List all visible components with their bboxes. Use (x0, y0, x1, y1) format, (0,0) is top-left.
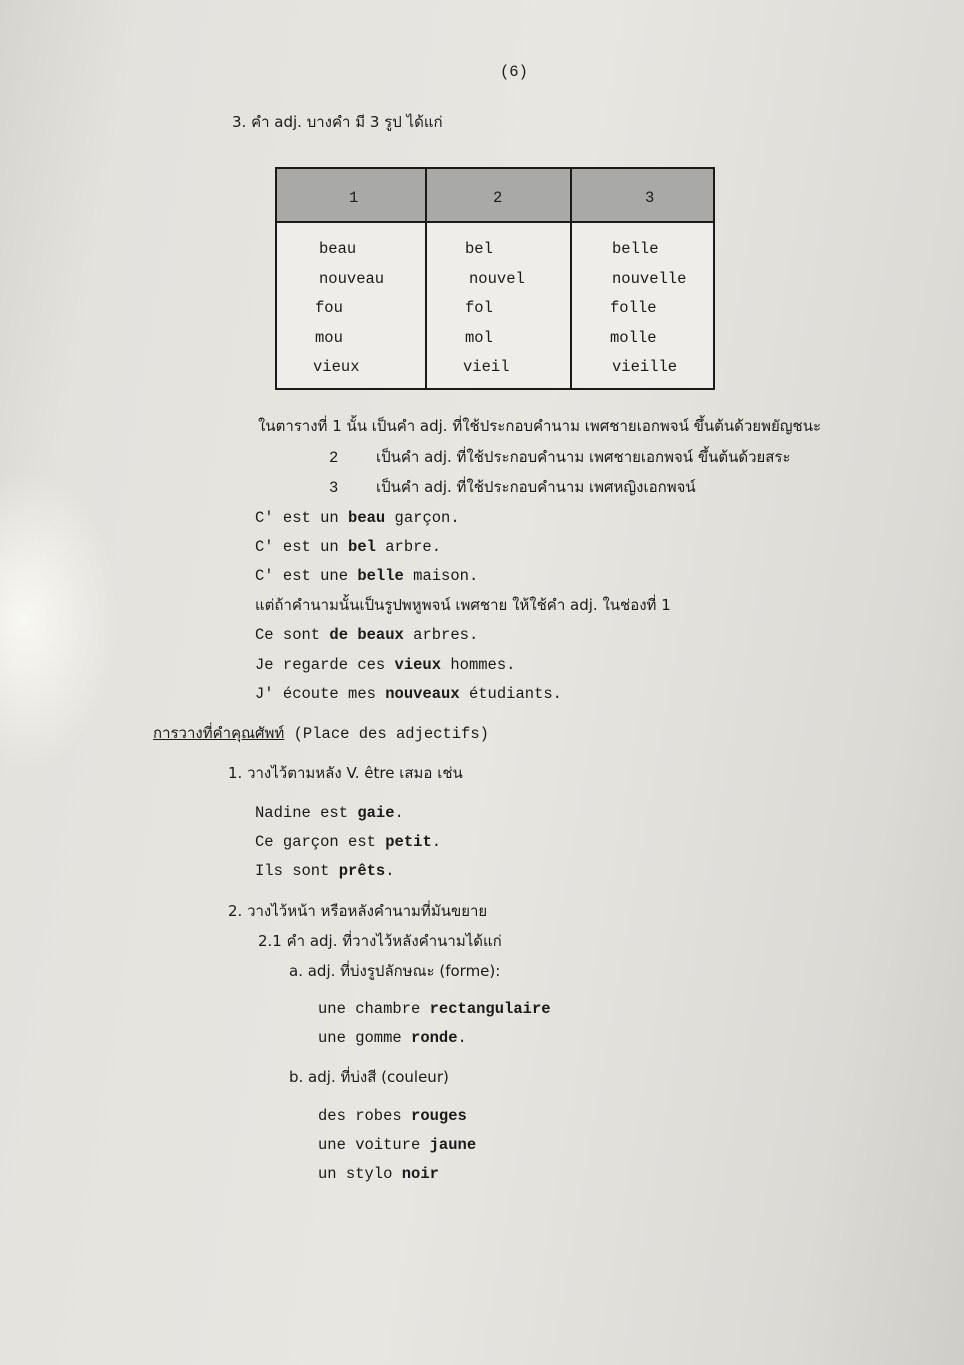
table-note-2-number: 2 (329, 449, 339, 467)
table-header-cell: 2 (493, 189, 503, 207)
table-cell: mol (465, 329, 493, 347)
example-sentence: C' est une belle maison. (255, 567, 479, 585)
example-phrase: une chambre rectangulaire (318, 1000, 551, 1018)
example-sentence: Ce sont de beaux arbres. (255, 626, 479, 644)
table-note-1: ในตารางที่ 1 นั้น เป็นคำ adj. ที่ใช้ประกอบคำนาม เพศชายเอกพจน์ ขึ้นต้นด้วยพยัญชนะ (258, 417, 822, 435)
example-sentence: Ce garçon est petit. (255, 833, 442, 851)
table-cell: mou (315, 329, 343, 347)
table-cell: molle (610, 329, 657, 347)
rule-2: 2. วางไว้หน้า หรือหลังคำนามที่มันขยาย (228, 902, 488, 920)
table-cell: beau (319, 240, 357, 258)
page-number: (6) (500, 63, 528, 81)
example-sentence: Nadine est gaie. (255, 804, 404, 822)
example-sentence: C' est un beau garçon. (255, 509, 460, 527)
table-column-divider (570, 169, 572, 388)
example-phrase: un stylo noir (318, 1165, 439, 1183)
table-cell: bel (465, 240, 493, 258)
table-header-cell: 1 (349, 189, 359, 207)
example-sentence: Ils sont prêts. (255, 862, 395, 880)
table-cell: nouveau (319, 270, 385, 288)
table-note-2: เป็นคำ adj. ที่ใช้ประกอบคำนาม เพศชายเอกพจน์ ขึ้นต้นด้วยสระ (376, 448, 791, 466)
example-phrase: une gomme ronde. (318, 1029, 467, 1047)
table-cell: folle (610, 299, 657, 317)
rule-2-1-a: a. adj. ที่บ่งรูปลักษณะ (forme): (289, 962, 501, 980)
page-glare (0, 470, 120, 770)
example-sentence: J' écoute mes nouveaux étudiants. (255, 685, 562, 703)
table-column-divider (425, 169, 427, 388)
rule-2-1-b: b. adj. ที่บ่งสี (couleur) (289, 1068, 449, 1086)
section-3-heading: 3. คำ adj. บางคำ มี 3 รูป ได้แก่ (232, 113, 443, 131)
example-sentence: Je regarde ces vieux hommes. (255, 656, 516, 674)
table-cell: vieil (463, 358, 510, 376)
example-phrase: une voiture jaune (318, 1136, 477, 1154)
example-phrase: des robes rouges (318, 1107, 467, 1125)
table-cell: fou (315, 299, 343, 317)
placement-heading: การวางที่คำคุณศัพท์ (Place des adjectifs) (153, 724, 489, 743)
example-sentence: C' est un bel arbre. (255, 538, 442, 556)
table-cell: fol (465, 299, 493, 317)
table-cell: vieille (612, 358, 678, 376)
table-note-3-number: 3 (329, 479, 339, 497)
table-note-3: เป็นคำ adj. ที่ใช้ประกอบคำนาม เพศหญิงเอกพจน์ (376, 478, 696, 496)
table-cell: nouvel (469, 270, 525, 288)
rule-1: 1. วางไว้ตามหลัง V. être เสมอ เช่น (228, 764, 463, 782)
table-header-cell: 3 (645, 189, 655, 207)
plural-note: แต่ถ้าคำนามนั้นเป็นรูปพหูพจน์ เพศชาย ให้ใช้คำ adj. ในช่องที่ 1 (255, 596, 671, 614)
adjective-forms-table (275, 167, 715, 390)
table-cell: vieux (313, 358, 360, 376)
table-cell: belle (612, 240, 659, 258)
rule-2-1: 2.1 คำ adj. ที่วางไว้หลังคำนามได้แก่ (258, 932, 502, 950)
table-cell: nouvelle (612, 270, 687, 288)
